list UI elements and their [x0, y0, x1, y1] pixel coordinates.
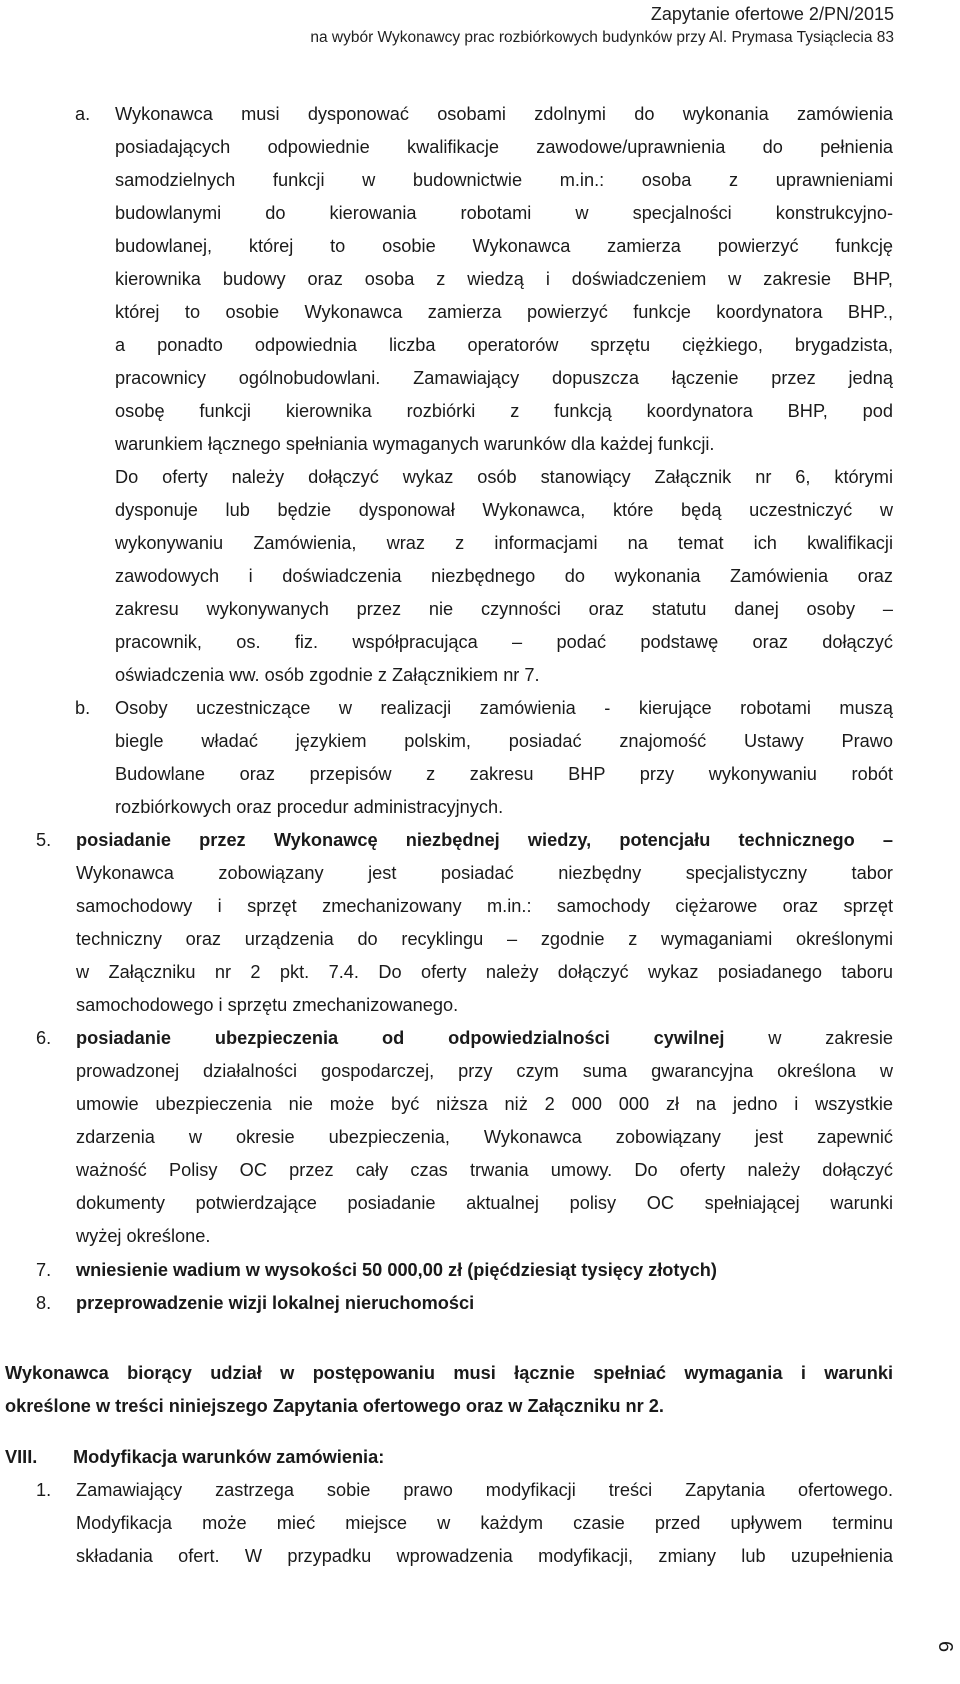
item-5-text — [76, 824, 893, 1022]
list-marker: 5. — [36, 830, 52, 850]
item-b-text — [115, 692, 893, 824]
text-line: zakresu wykonywanych przez nie czynności oraz statutu danej osoby – — [115, 599, 893, 619]
text-line: budowlanymi do kierowania robotami w specjalności konstrukcyjno- — [115, 203, 893, 223]
list-marker: 6. — [36, 1028, 52, 1048]
text-line: dysponuje lub będzie dysponował Wykonawca, które będą uczestniczyć w — [115, 500, 893, 520]
viii-item-1-text — [76, 1474, 893, 1573]
list-marker: 7. — [36, 1260, 52, 1280]
text-line: w Załączniku nr 2 pkt. 7.4. Do oferty należy dołączyć wykaz posiadanego taboru — [76, 962, 893, 982]
text-line: samochodowego i sprzętu zmechanizowanego. — [76, 995, 459, 1015]
summary-paragraph — [5, 1357, 893, 1423]
item-8-heading: przeprowadzenie wizji lokalnej nieruchomości — [76, 1293, 475, 1313]
text-line: Zamawiający zastrzega sobie prawo modyfikacji treści Zapytania ofertowego. — [76, 1480, 893, 1500]
list-marker: a. — [75, 104, 91, 124]
text-line: umowie ubezpieczenia nie może być niższa niż 2 000 000 zł na jedno i wszystkie — [76, 1094, 893, 1114]
text-line: Do oferty należy dołączyć wykaz osób stanowiący Załącznik nr 6, którymi — [115, 467, 893, 487]
text-line: kierownika budowy oraz osoba z wiedzą i doświadczeniem w zakresie BHP, — [115, 269, 893, 289]
text-line: biegle władać językiem polskim, posiadać znajomość Ustawy Prawo — [115, 731, 893, 751]
item-6-heading: posiadanie ubezpieczenia od odpowiedzialności cywilnej — [76, 1028, 725, 1048]
list-marker: b. — [75, 698, 91, 718]
text-line: Wykonawca zobowiązany jest posiadać niezbędny specjalistyczny tabor — [76, 863, 893, 883]
text-line: oświadczenia ww. osób zgodnie z Załącznikiem nr 7. — [115, 665, 540, 685]
item-5-heading: posiadanie przez Wykonawcę niezbędnej wiedzy, potencjału technicznego – — [76, 830, 893, 850]
text-line: samodzielnych funkcji w budownictwie m.in.: osoba z uprawnieniami — [115, 170, 893, 190]
text-line: ważność Polisy OC przez cały czas trwania umowy. Do oferty należy dołączyć — [76, 1160, 893, 1180]
text-line: posiadających odpowiednie kwalifikacje zawodowe/uprawnienia do pełnienia — [115, 137, 893, 157]
text-line: osobę funkcji kierownika rozbiórki z funkcją koordynatora BHP, pod — [115, 401, 893, 421]
item-7-text — [76, 1254, 893, 1287]
text-line: budowlanej, której to osobie Wykonawca zamierza powierzyć funkcję — [115, 236, 893, 256]
text-line: składania ofert. W przypadku wprowadzenia modyfikacji, zmiany lub uzupełnienia — [76, 1546, 893, 1566]
text-line: Modyfikacja może mieć miejsce w każdym czasie przed upływem terminu — [76, 1513, 893, 1533]
text-line: dokumenty potwierdzające posiadanie aktualnej polisy OC spełniającej warunki — [76, 1193, 893, 1213]
text-line: samochodowy i sprzęt zmechanizowany m.in.: samochody ciężarowe oraz sprzęt — [76, 896, 893, 916]
item-a-text — [115, 98, 893, 692]
text-line: a ponadto odpowiednia liczba operatorów sprzętu ciężkiego, brygadzista, — [115, 335, 893, 355]
section-heading — [5, 1441, 893, 1474]
list-marker: 8. — [36, 1293, 52, 1313]
text-line: Budowlane oraz przepisów z zakresu BHP przy wykonywaniu robót — [115, 764, 893, 784]
section-number: VIII. — [5, 1447, 38, 1467]
page-number: 6 — [933, 1640, 956, 1653]
text-line: zdarzenia w okresie ubezpieczenia, Wykonawca zobowiązany jest zapewnić — [76, 1127, 893, 1147]
text-line: techniczny oraz urządzenia do recyklingu – zgodnie z wymaganiami określonymi — [76, 929, 893, 949]
text-line: pracownik, os. fiz. współpracująca – podać podstawę oraz dołączyć — [115, 632, 893, 652]
document-header — [310, 2, 894, 50]
text-line: wykonywaniu Zamówienia, wraz z informacjami na temat ich kwalifikacji — [115, 533, 893, 553]
text-line: określone w treści niniejszego Zapytania ofertowego oraz w Załączniku nr 2. — [5, 1396, 664, 1416]
item-6-text — [76, 1022, 893, 1253]
list-marker: 1. — [36, 1480, 52, 1500]
text-line: wyżej określone. — [76, 1226, 211, 1246]
text-line: Osoby uczestniczące w realizacji zamówienia - kierujące robotami muszą — [115, 698, 893, 718]
item-6-lead-line — [76, 1022, 893, 1055]
item-8-text — [76, 1287, 893, 1320]
text-line: pracownicy ogólnobudowlani. Zamawiający dopuszcza łączenie przez jedną — [115, 368, 893, 388]
text-line: warunkiem łącznego spełniania wymaganych warunków dla każdej funkcji. — [115, 434, 715, 454]
text-line: Wykonawca musi dysponować osobami zdolnymi do wykonania zamówienia — [115, 104, 893, 124]
header-subtitle: na wybór Wykonawcy prac rozbiórkowych budynków przy Al. Prymasa Tysiąclecia 83 — [310, 29, 894, 46]
text-line: Wykonawca biorący udział w postępowaniu musi łącznie spełniać wymagania i warunki — [5, 1363, 893, 1383]
text-line: zawodowych i doświadczenia niezbędnego do wykonania Zamówienia oraz — [115, 566, 893, 586]
item-7-heading: wniesienie wadium w wysokości 50 000,00 zł (pięćdziesiąt tysięcy złotych) — [76, 1260, 717, 1280]
text-line: rozbiórkowych oraz procedur administracyjnych. — [115, 797, 504, 817]
text-line: prowadzonej działalności gospodarczej, przy czym suma gwarancyjna określona w — [76, 1061, 893, 1081]
item-6-lead-rest: w zakresie — [724, 1028, 894, 1048]
header-title: Zapytanie ofertowe 2/PN/2015 — [650, 4, 894, 24]
text-line: której to osobie Wykonawca zamierza powierzyć funkcje koordynatora BHP., — [115, 302, 893, 322]
section-title: Modyfikacja warunków zamówienia: — [73, 1447, 385, 1467]
